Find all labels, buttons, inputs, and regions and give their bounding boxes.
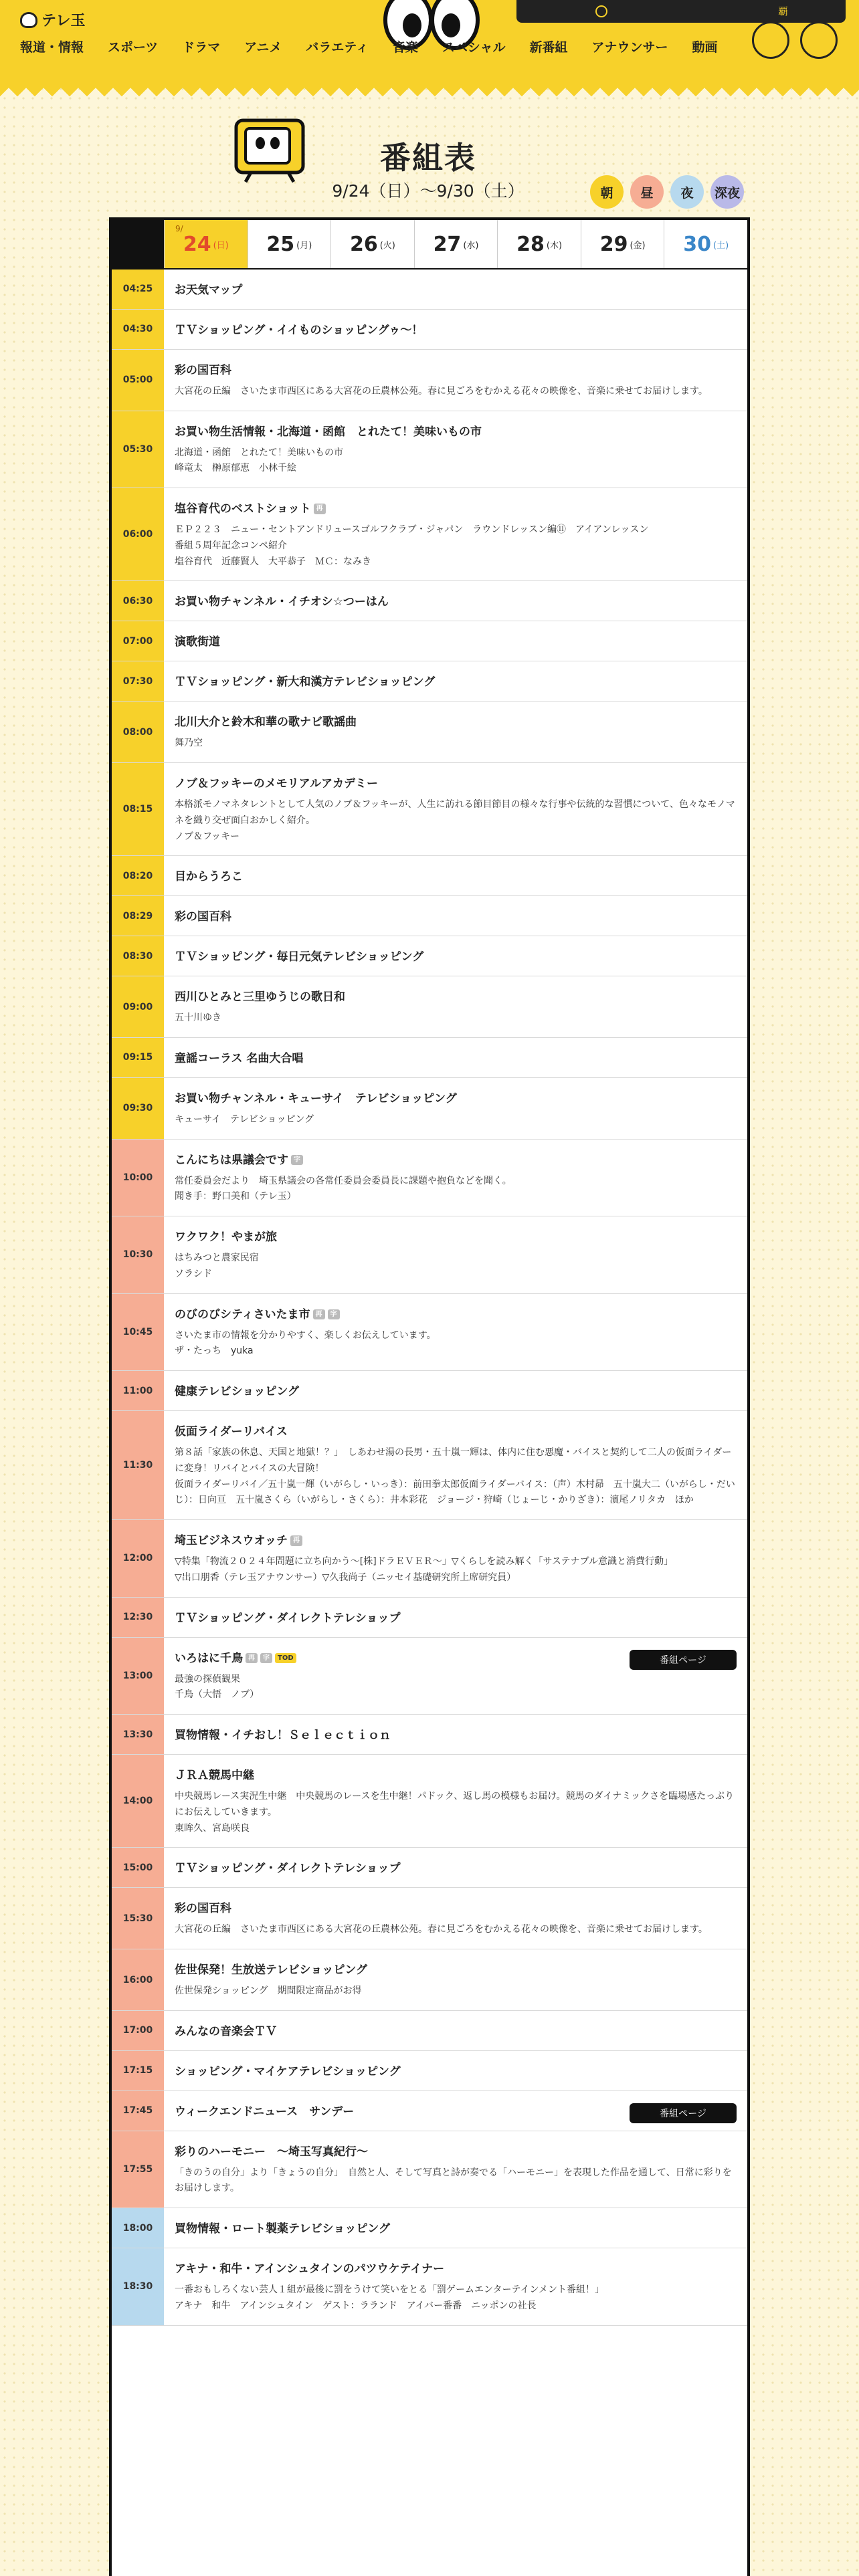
program-cell[interactable] (164, 1755, 747, 1847)
program-title-text: お買い物チャンネル・キューサイ テレビショッピング (175, 1091, 457, 1105)
program-description-line: さいたま市の情報を分かりやすく、楽しくお伝えしています。 (175, 1329, 436, 1341)
program-title[interactable] (175, 323, 737, 338)
program-title[interactable] (175, 1861, 737, 1876)
program-title-text: こんにちは県議会です (175, 1153, 288, 1167)
program-time: 15:00 (112, 1848, 164, 1887)
legend-late-night: 深夜 (710, 175, 744, 209)
program-title[interactable] (175, 1728, 737, 1743)
program-row[interactable] (112, 1598, 747, 1638)
program-description-line: 常任委員会だより 埼玉県議会の各常任委員会委員長に課題や抱負などを聞く。 (175, 1175, 512, 1186)
nav-item-announcers[interactable]: アナウンサー (591, 41, 668, 55)
program-row[interactable] (112, 936, 747, 976)
program-description-line: 千鳥（大悟 ノブ） (175, 1689, 260, 1701)
program-row[interactable] (112, 2208, 747, 2248)
program-cell[interactable] (164, 1294, 747, 1371)
program-time: 08:29 (112, 896, 164, 936)
day-tabs (112, 220, 747, 270)
program-badge: 再 (313, 1309, 325, 1320)
day-tab-weekday: (金) (630, 240, 646, 251)
program-title[interactable] (175, 1611, 737, 1626)
program-description (175, 1112, 737, 1128)
program-description-line: ソラシド (175, 1268, 212, 1279)
program-description-line: ノブ＆フッキー (175, 831, 240, 842)
program-badge: 再 (246, 1653, 258, 1664)
day-tab-date: 30 (683, 232, 712, 256)
program-description-line: 大宮花の丘編 さいたま市西区にある大宮花の丘農林公苑。春に見ごろをむかえる花々の映像を、音楽に乗せてお届けします。 (175, 1924, 708, 1935)
legend-noon: 昼 (630, 175, 664, 209)
program-description (175, 797, 737, 845)
program-badge: 再 (290, 1535, 302, 1546)
program-list (112, 270, 747, 2326)
program-cell[interactable] (164, 411, 747, 488)
program-title-text: みんなの音楽会ＴＶ (175, 2024, 277, 2038)
program-cell[interactable] (164, 2208, 747, 2248)
program-time: 05:30 (112, 411, 164, 488)
program-row[interactable] (112, 1294, 747, 1372)
program-title[interactable] (175, 990, 737, 1005)
program-row[interactable] (112, 1715, 747, 1755)
program-description-line: 番組５周年記念コンペ紹介 (175, 540, 287, 551)
program-time: 13:30 (112, 1715, 164, 1754)
program-title-text: ウィークエンドニュース サンデー (175, 2105, 355, 2119)
nav-item-music[interactable]: 音楽 (392, 41, 418, 55)
program-title[interactable] (175, 363, 737, 379)
program-description (175, 1554, 737, 1586)
program-description-line: 北海道・函館 とれたて！美味いもの市 (175, 447, 343, 458)
program-title[interactable] (175, 2262, 737, 2277)
program-title[interactable] (175, 2222, 737, 2237)
program-title[interactable] (175, 1051, 737, 1067)
program-title[interactable] (175, 950, 737, 965)
program-description-line: 舞乃空 (175, 738, 203, 749)
program-cell[interactable] (164, 763, 747, 855)
program-description-line: ＥＰ２２３ ニュー・セントアンドリュースゴルフクラブ・ジャパン ラウンドレッスン編⑪ アイアンレッスン (175, 524, 649, 536)
program-title-text: 買物情報・イチおし！Ｓｅｌｅｃｔｉｏｎ (175, 1729, 391, 1743)
program-time: 09:30 (112, 1078, 164, 1139)
program-cell[interactable] (164, 2091, 747, 2131)
program-row[interactable] (112, 310, 747, 350)
program-time: 17:00 (112, 2011, 164, 2050)
program-badge: TOD (275, 1653, 296, 1664)
program-title-text: 目からうろこ (175, 870, 243, 884)
program-title-text: 彩りのハーモニー 〜埼玉写真紀行〜 (175, 2145, 368, 2159)
program-time: 04:30 (112, 310, 164, 349)
program-row[interactable] (112, 411, 747, 489)
program-title-text: 北川大介と鈴木和華の歌ナビ歌謡曲 (175, 716, 357, 730)
program-title-text: のびのびシティさいたま市 (175, 1307, 310, 1321)
program-description-line: 佐世保発ショッピング 期間限定商品がお得 (175, 1985, 362, 1997)
program-title-text: 塩谷育代のベストショット (175, 502, 311, 516)
program-title-text: ＴＶショッピング・新大和漢方テレビショッピング (175, 675, 436, 689)
program-time: 17:55 (112, 2131, 164, 2208)
program-title[interactable] (175, 1230, 737, 1245)
day-tab-date: 27 (433, 232, 462, 256)
program-description (175, 2282, 737, 2315)
program-time: 04:25 (112, 270, 164, 309)
program-title[interactable] (175, 1307, 737, 1323)
program-title-text: 彩の国百科 (175, 910, 231, 924)
program-title[interactable] (175, 1091, 737, 1107)
day-tab-month: 9/ (175, 224, 183, 233)
program-cell[interactable] (164, 2051, 747, 2090)
program-cell[interactable] (164, 1949, 747, 2010)
date-range: 9/24（日）〜9/30（土） (332, 181, 524, 201)
program-description-line: 一番おもしろくない芸人１組が最後に罰をうけて笑いをとる「罰ゲームエンターテインメント番組！」 (175, 2284, 605, 2296)
day-tab-date: 26 (349, 232, 378, 256)
program-title[interactable] (175, 283, 737, 298)
program-row[interactable] (112, 702, 747, 763)
day-tab-date: 25 (266, 232, 295, 256)
day-tab-weekday: (土) (713, 240, 729, 251)
program-title-text: ＪＲＡ競馬中継 (175, 1769, 254, 1783)
program-cell[interactable] (164, 856, 747, 895)
program-description-line: 聞き手：野口美和（テレ玉） (175, 1191, 296, 1202)
program-row[interactable] (112, 2011, 747, 2051)
program-cell[interactable] (164, 936, 747, 976)
program-title-text: 埼玉ビジネスウオッチ (175, 1534, 288, 1548)
legend-morning: 朝 (590, 175, 624, 209)
day-tab-30[interactable] (664, 220, 747, 268)
program-schedule (109, 217, 750, 2576)
program-time: 14:00 (112, 1755, 164, 1847)
program-cell[interactable] (164, 581, 747, 621)
program-time: 10:45 (112, 1294, 164, 1371)
program-title[interactable] (175, 2064, 737, 2080)
program-time: 08:00 (112, 702, 164, 762)
program-description-line: 「きのうの自分」より「きょうの自分」 自然と人、そして写真と詩が奏でる「ハーモニー」を表現した作品を通して、日常に彩りをお届けします。 (175, 2167, 732, 2194)
program-description (175, 445, 737, 477)
program-description (175, 1983, 737, 2000)
program-description-line: アキナ 和牛 アインシュタイン ゲスト：ラランド アイバー番番 ニッポンの社長 (175, 2300, 537, 2311)
program-title-text: ワクワク！やまが旅 (175, 1230, 277, 1245)
program-title-text: お買い物チャンネル・イチオシ☆つーはん (175, 595, 389, 609)
program-description-line: 本格派モノマネタレントとして人気のノブ＆フッキーが、人生に訪れる節目節目の様々な行事や伝統的な習慣について、色々なモノマネを織り交ぜ面白おかしく紹介。 (175, 798, 735, 826)
program-row[interactable] (112, 1411, 747, 1520)
day-tab-29[interactable] (581, 220, 664, 268)
day-tab-24[interactable] (164, 220, 248, 268)
day-tab-weekday: (月) (296, 240, 312, 251)
program-description (175, 736, 737, 752)
logo-mascot-icon (20, 12, 37, 28)
program-title-text: 佐世保発！生放送テレビショッピング (175, 1963, 367, 1977)
program-row[interactable] (112, 763, 747, 856)
program-cell[interactable] (164, 1638, 747, 1715)
program-description (175, 1251, 737, 1283)
program-cell[interactable] (164, 350, 747, 411)
program-title[interactable] (175, 595, 737, 610)
program-cell[interactable] (164, 976, 747, 1037)
program-cell[interactable] (164, 1216, 747, 1293)
program-row[interactable] (112, 1371, 747, 1411)
program-description (175, 1328, 737, 1360)
program-description (175, 1922, 737, 1938)
program-title-text: いろはに千鳥 (175, 1651, 243, 1665)
main-nav (20, 37, 742, 56)
program-cell[interactable] (164, 702, 747, 762)
program-badge: 字 (328, 1309, 340, 1320)
program-badge: 字 (291, 1155, 303, 1166)
program-row[interactable] (112, 1949, 747, 2011)
program-title-text: お天気マップ (175, 284, 243, 297)
program-title[interactable] (175, 715, 737, 730)
program-title-text: 買物情報・ロート製薬テレビショッピング (175, 2222, 390, 2236)
program-row[interactable] (112, 1755, 747, 1848)
program-page-button[interactable]: 番組ページ (630, 1650, 737, 1670)
program-title-text: 西川ひとみと三里ゆうじの歌日和 (175, 990, 345, 1004)
program-title[interactable] (175, 2145, 737, 2160)
nav-item-videos[interactable]: 動画 (692, 41, 718, 55)
program-cell[interactable] (164, 661, 747, 701)
day-tab-weekday: (水) (463, 240, 479, 251)
program-description-line: ▽出口朋香（テレ玉アナウンサー）▽久我尚子（ニッセイ基礎研究所上席研究員） (175, 1572, 516, 1583)
nav-item-variety[interactable]: バラエティ (306, 41, 369, 55)
program-row[interactable] (112, 2248, 747, 2326)
program-title-text: ショッピング・マイケアテレビショッピング (175, 2064, 401, 2078)
program-time: 09:00 (112, 976, 164, 1037)
program-time: 18:30 (112, 2248, 164, 2325)
program-time: 11:00 (112, 1371, 164, 1410)
days-corner (112, 220, 164, 268)
program-row[interactable] (112, 1216, 747, 1294)
program-title[interactable] (175, 1901, 737, 1917)
program-description-line: キューサイ テレビショッピング (175, 1113, 314, 1125)
program-cell[interactable] (164, 1715, 747, 1754)
program-row[interactable] (112, 1638, 747, 1715)
header-zigzag-divider (0, 79, 859, 96)
program-description-line: 大宮花の丘編 さいたま市西区にある大宮花の丘農林公苑。春に見ごろをむかえる花々の映像を、音楽に乗せてお届けします。 (175, 385, 708, 397)
program-time: 07:00 (112, 621, 164, 661)
program-row[interactable] (112, 2051, 747, 2091)
program-row[interactable] (112, 1140, 747, 1217)
program-cell[interactable] (164, 1038, 747, 1077)
program-cell[interactable] (164, 270, 747, 309)
site-logo[interactable] (20, 9, 86, 30)
nav-item-new-programs[interactable]: 新番組 (529, 41, 568, 55)
site-header (0, 0, 859, 87)
program-title-text: ＴＶショッピング・ダイレクトテレショップ (175, 1611, 401, 1625)
day-tab-weekday: (木) (546, 240, 563, 251)
program-time: 10:30 (112, 1216, 164, 1293)
program-cell[interactable] (164, 310, 747, 349)
tv-mascot-icon (231, 114, 314, 184)
nav-item-anime[interactable]: アニメ (244, 41, 282, 55)
program-title[interactable] (175, 2024, 737, 2040)
program-time: 12:30 (112, 1598, 164, 1637)
program-time: 12:00 (112, 1520, 164, 1597)
program-cell[interactable] (164, 1888, 747, 1949)
program-time: 11:30 (112, 1411, 164, 1519)
program-title[interactable] (175, 1963, 737, 1978)
program-title-text: 仮面ライダーリバイス (175, 1425, 288, 1439)
program-time: 08:30 (112, 936, 164, 976)
program-time: 10:00 (112, 1140, 164, 1216)
program-table-button[interactable] (752, 21, 789, 59)
program-title[interactable] (175, 909, 737, 925)
program-title-text: ノブ＆フッキーのメモリアルアカデミー (175, 777, 378, 791)
program-row[interactable] (112, 270, 747, 310)
program-title[interactable] (175, 776, 737, 792)
program-time: 06:30 (112, 581, 164, 621)
program-title-text: 彩の国百科 (175, 363, 231, 377)
program-row[interactable] (112, 976, 747, 1038)
program-row[interactable] (112, 1038, 747, 1078)
program-row[interactable] (112, 896, 747, 936)
program-title[interactable] (175, 1768, 737, 1784)
program-description-line: はちみつと農家民宿 (175, 1253, 259, 1264)
program-time: 08:15 (112, 763, 164, 855)
program-title[interactable] (175, 635, 737, 650)
program-row[interactable] (112, 488, 747, 581)
logo-text: テレ玉 (41, 13, 86, 29)
program-title[interactable] (175, 1533, 737, 1549)
program-title[interactable] (175, 1384, 737, 1400)
nav-item-special[interactable]: スペシャル (442, 41, 506, 55)
program-description (175, 1445, 737, 1509)
program-title[interactable] (175, 869, 737, 885)
program-description (175, 1672, 737, 1704)
program-cell[interactable] (164, 1371, 747, 1410)
program-row[interactable] (112, 661, 747, 702)
program-time: 15:30 (112, 1888, 164, 1949)
program-description-line: ザ・たっち yuka (175, 1346, 254, 1357)
program-page-button[interactable]: 番組ページ (630, 2103, 737, 2123)
program-row[interactable] (112, 350, 747, 411)
mascot-menu-button[interactable] (800, 21, 838, 59)
program-time: 07:30 (112, 661, 164, 701)
program-row[interactable] (112, 1520, 747, 1598)
day-tab-27[interactable] (414, 220, 498, 268)
program-description-line: 五十川ゆき (175, 1012, 221, 1024)
program-cell[interactable] (164, 1411, 747, 1519)
program-cell[interactable] (164, 1520, 747, 1597)
clock-icon[interactable] (595, 5, 607, 17)
program-time: 17:15 (112, 2051, 164, 2090)
nav-item-sports[interactable]: スポーツ (108, 41, 159, 55)
time-slot-legend (590, 175, 744, 209)
program-title-text: 童謡コーラス 名曲大合唱 (175, 1051, 304, 1065)
program-description-line: 東眸久、宮島咲良 (175, 1822, 250, 1834)
program-title-text: ＴＶショッピング・毎日元気テレビショッピング (175, 950, 424, 964)
program-title-text: ＴＶショッピング・イイものショッピングゥ〜！ (175, 323, 423, 337)
program-time: 08:20 (112, 856, 164, 895)
program-description-line: ▽特集「物流２０２４年問題に立ち向かう〜[株]ドラＥＶＥＲ〜」▽くらしを読み解く「サステナブル意識と消費行動」 (175, 1556, 674, 1568)
program-row[interactable] (112, 2131, 747, 2209)
program-cell[interactable] (164, 621, 747, 661)
program-description-line: 中央競馬レース実況生中継 中央競馬のレースを生中継！パドック、返し馬の模様もお届け。競馬のダイナミックさを臨場感たっぷりにお伝えしていきます。 (175, 1791, 735, 1818)
program-cell[interactable] (164, 2131, 747, 2208)
day-tab-date: 24 (183, 232, 211, 256)
program-description-line: 塩谷育代 近藤賢人 大平恭子 ＭＣ：なみき (175, 556, 371, 567)
program-title[interactable] (175, 1424, 737, 1440)
program-description (175, 1010, 737, 1027)
program-time: 16:00 (112, 1949, 164, 2010)
utility-bar (516, 0, 846, 23)
program-time: 06:00 (112, 488, 164, 580)
program-description-line: 最強の探偵観果 (175, 1673, 240, 1685)
program-description-line: 仮面ライダーリバイ／五十嵐一輝（いがらし・いっき）：前田拳太郎仮面ライダーバイス：（声）木村昴 五十嵐大二（いがらし・だいじ）：日向亘 五十嵐さくら（いがらし・さくら）：井本彩花 ジョージ・狩崎（じょーじ・かりざき）：濱尾ノリタカ ほか (175, 1479, 735, 1506)
program-title[interactable] (175, 1153, 737, 1168)
nav-item-news[interactable]: 報道・情報 (20, 41, 84, 55)
program-time: 18:00 (112, 2208, 164, 2248)
program-cell[interactable] (164, 1598, 747, 1637)
program-row[interactable] (112, 1888, 747, 1949)
program-row[interactable] (112, 1078, 747, 1140)
program-title[interactable] (175, 425, 737, 440)
nav-item-drama[interactable]: ドラマ (182, 41, 221, 55)
program-title-text: ＴＶショッピング・ダイレクトテレショップ (175, 1862, 401, 1876)
day-tab-date: 29 (599, 232, 628, 256)
program-cell[interactable] (164, 1140, 747, 1216)
program-title-text: 彩の国百科 (175, 1902, 231, 1916)
program-row[interactable] (112, 1848, 747, 1888)
program-cell[interactable] (164, 2011, 747, 2050)
program-title-text: 演歌街道 (175, 635, 220, 649)
program-time: 17:45 (112, 2091, 164, 2131)
program-cell[interactable] (164, 1078, 747, 1139)
program-time: 05:00 (112, 350, 164, 411)
day-tab-25[interactable] (248, 220, 331, 268)
day-tab-26[interactable] (330, 220, 414, 268)
program-description (175, 1789, 737, 1836)
program-row[interactable] (112, 856, 747, 896)
program-time: 09:15 (112, 1038, 164, 1077)
program-title-text: アキナ・和牛・アインシュタインのパツウケテイナー (175, 2262, 445, 2276)
day-tab-date: 28 (516, 232, 545, 256)
program-title-text: 健康テレビショッピング (175, 1385, 299, 1399)
program-cell[interactable] (164, 2248, 747, 2325)
program-title[interactable] (175, 675, 737, 690)
program-cell[interactable] (164, 488, 747, 580)
program-time: 13:00 (112, 1638, 164, 1715)
program-badge: 再 (314, 504, 326, 514)
program-description (175, 1174, 737, 1206)
program-description-line: 第８話「家族の休息、天国と地獄！？」 しあわせ湯の長男・五十嵐一輝は、体内に住む悪魔・バイスと契約して二人の仮面ライダーに変身！リバイとバイスの大冒険！ (175, 1447, 732, 1474)
day-tab-weekday: (火) (379, 240, 395, 251)
program-description (175, 2165, 737, 2197)
program-title-text: お買い物生活情報・北海道・函館 とれたて！美味いもの市 (175, 425, 482, 439)
program-description (175, 522, 737, 570)
utility-glyph[interactable]: 覇 (777, 5, 788, 17)
program-row[interactable] (112, 2091, 747, 2131)
day-tab-weekday: (日) (213, 240, 229, 251)
program-description (175, 384, 737, 400)
program-row[interactable] (112, 581, 747, 621)
page-title: 番組表 (380, 140, 476, 176)
program-row[interactable] (112, 621, 747, 661)
program-cell[interactable] (164, 896, 747, 936)
program-description-line: 峰竜太 榊原郁恵 小林千絵 (175, 463, 296, 474)
day-tab-28[interactable] (497, 220, 581, 268)
program-title[interactable] (175, 502, 737, 517)
program-cell[interactable] (164, 1848, 747, 1887)
program-badge: 字 (260, 1653, 272, 1664)
legend-evening: 夜 (670, 175, 704, 209)
